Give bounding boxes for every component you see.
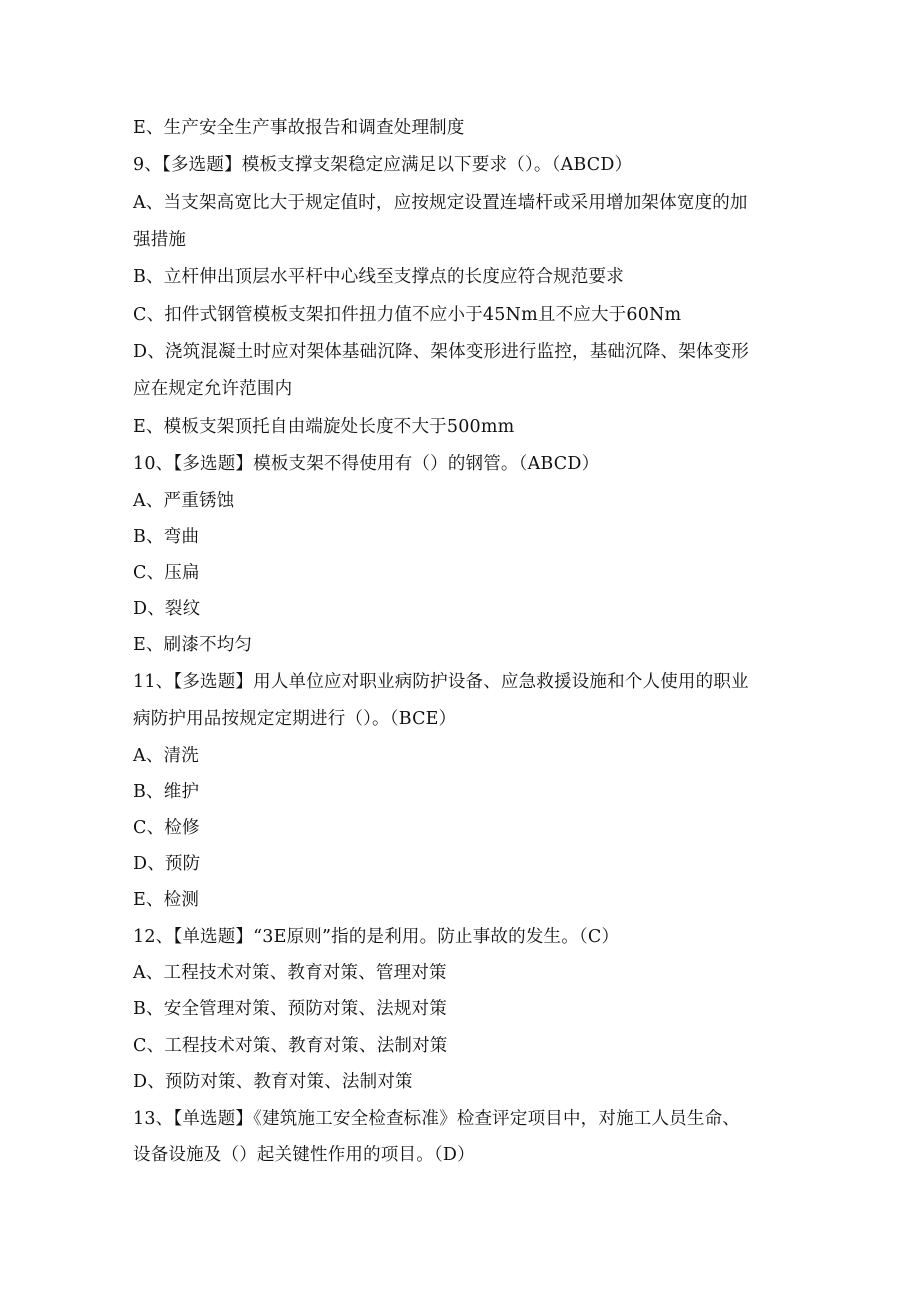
option-a-q9-line2: 强措施 bbox=[133, 230, 187, 250]
question-9: 9、【多选题】模板支撑支架稳定应满足以下要求（）。（ABCD） bbox=[133, 155, 633, 175]
option-c-q11: C、检修 bbox=[133, 818, 200, 838]
option-d-q9-line1: D、浇筑混凝土时应对架体基础沉降、架体变形进行监控，基础沉降、架体变形 bbox=[133, 342, 750, 362]
option-e-q11: E、检测 bbox=[133, 890, 200, 910]
option-a-q12: A、工程技术对策、教育对策、管理对策 bbox=[133, 963, 447, 983]
option-b-q11: B、维护 bbox=[133, 782, 200, 802]
option-a-q10: A、严重锈蚀 bbox=[133, 491, 235, 511]
question-10: 10、【多选题】模板支架不得使用有（）的钢管。（ABCD） bbox=[133, 454, 600, 474]
option-c-q10: C、压扁 bbox=[133, 563, 200, 583]
question-12: 12、【单选题】“3E原则”指的是利用。防止事故的发生。（C） bbox=[133, 927, 620, 947]
question-13-line1: 13、【单选题】《建筑施工安全检查标准》检查评定项目中，对施工人员生命、 bbox=[133, 1109, 740, 1129]
option-e-q9: E、模板支架顶托自由端旋处长度不大于500mm bbox=[133, 417, 515, 437]
option-c-q9: C、扣件式钢管模板支架扣件扭力值不应小于45Nm且不应大于60Nm bbox=[133, 305, 682, 325]
option-c-q12: C、工程技术对策、教育对策、法制对策 bbox=[133, 1036, 448, 1056]
option-b-q10: B、弯曲 bbox=[133, 527, 200, 547]
option-d-q11: D、预防 bbox=[133, 854, 201, 874]
option-d-q9-line2: 应在规定允许范围内 bbox=[133, 379, 293, 399]
option-b-q12: B、安全管理对策、预防对策、法规对策 bbox=[133, 999, 447, 1019]
question-11-line2: 病防护用品按规定定期进行（）。（BCE） bbox=[133, 709, 457, 729]
option-e-q8: E、生产安全生产事故报告和调查处理制度 bbox=[133, 118, 465, 138]
question-11-line1: 11、【多选题】用人单位应对职业病防护设备、应急救援设施和个人使用的职业 bbox=[133, 672, 749, 692]
option-e-q10: E、刷漆不均匀 bbox=[133, 635, 253, 655]
option-a-q11: A、清洗 bbox=[133, 746, 199, 766]
question-13-line2: 设备设施及（）起关键性作用的项目。（D） bbox=[133, 1145, 475, 1165]
option-d-q12: D、预防对策、教育对策、法制对策 bbox=[133, 1072, 413, 1092]
option-d-q10: D、裂纹 bbox=[133, 599, 201, 619]
option-a-q9-line1: A、当支架高宽比大于规定值时，应按规定设置连墙杆或采用增加架体宽度的加 bbox=[133, 193, 748, 213]
option-b-q9: B、立杆伸出顶层水平杆中心线至支撑点的长度应符合规范要求 bbox=[133, 267, 624, 287]
